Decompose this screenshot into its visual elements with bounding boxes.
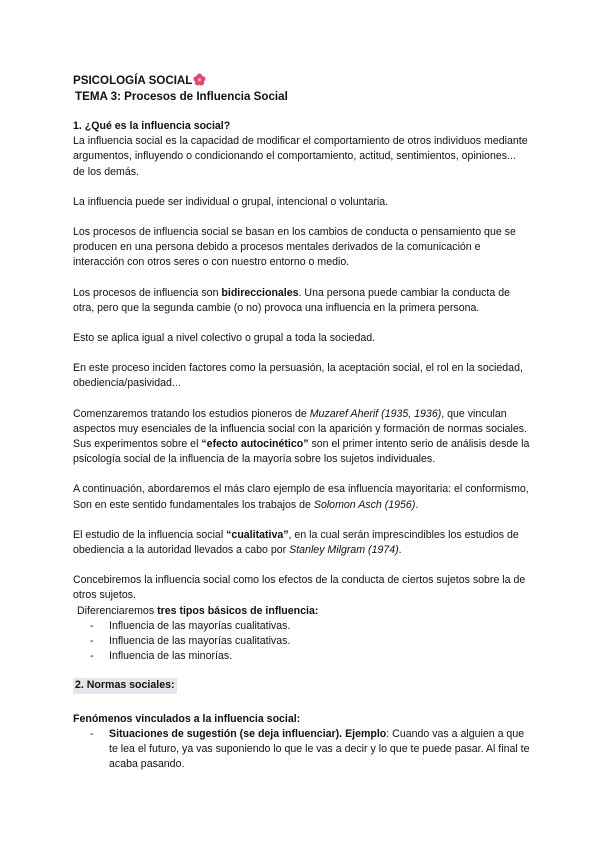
text-run: Comenzaremos tratando los estudios pioneros de xyxy=(73,407,310,420)
paragraph-three-types xyxy=(77,604,530,619)
text-run: , que vinculan aspectos muy esenciales de la influencia social con la aparición y formación de normas sociales. Sus experimentos sobre el xyxy=(73,407,528,451)
list-item: - Influencia de las mayorías cualitativas. xyxy=(73,634,530,649)
influence-types-list xyxy=(73,619,530,665)
paragraph-milgram xyxy=(73,528,530,558)
paragraph-collective: Esto se aplica igual a nivel colectivo o grupal a toda la sociedad. xyxy=(73,332,376,345)
title-text: PSICOLOGÍA SOCIAL xyxy=(73,74,193,87)
bold-run: bidireccionales xyxy=(221,286,299,299)
list-item xyxy=(73,727,530,773)
paragraph-processes: Los procesos de influencia social se basan en los cambios de conducta o pensamiento que se producen en una persona debido a procesos mentales derivados de la comunicación e interacción con otros seres o con nuestro entorno o medio. xyxy=(73,226,516,269)
paragraph-sherif xyxy=(73,407,530,468)
hibiscus-flower-icon xyxy=(193,73,206,86)
paragraph-types: La influencia puede ser individual o grupal, intencional o voluntaria. xyxy=(73,195,389,208)
paragraph-bidirectional xyxy=(73,286,530,316)
italic-run: Muzaref Aherif (1935, 1936) xyxy=(309,407,442,420)
italic-run: Stanley Milgram (1974) xyxy=(289,544,399,557)
text-run: Diferenciaremos xyxy=(77,604,158,617)
paragraph-concept: Concebiremos la influencia social como los efectos de la conducta de ciertos sujetos sobre la de otros sujetos. xyxy=(73,574,526,602)
section-2-heading-wrap xyxy=(73,678,530,693)
italic-run: Solomon Asch (1956) xyxy=(313,498,416,511)
bold-run: Situaciones de sugestión (se deja influenciar). Ejemplo xyxy=(109,727,387,740)
paragraph-factors: En este proceso inciden factores como la persuasión, la aceptación social, el rol en la sociedad, obediencia/pasividad... xyxy=(73,362,523,390)
phenomena-list xyxy=(73,727,530,773)
paragraph-asch xyxy=(73,482,530,512)
document-subtitle: TEMA 3: Procesos de Influencia Social xyxy=(75,90,288,103)
bold-run: “efecto autocinético” xyxy=(201,438,309,451)
list-item: - Influencia de las mayorías cualitativas. xyxy=(73,619,530,634)
text-run: , en la cual serán imprescindibles los estudios de obediencia a la autoridad llevados a cabo por xyxy=(73,528,519,557)
list-item: - Influencia de las minorías. xyxy=(73,649,530,664)
text-run: A continuación, abordaremos el más claro ejemplo de esa influencia mayoritaria: el conformismo, Son en este sentido fundamentales los trabajos de xyxy=(73,483,529,511)
text-run: . Una persona puede cambiar la conducta de otra, pero que la segunda cambie (o no) provoca una influencia en la primera persona. xyxy=(73,286,510,314)
bold-run: tres tipos básicos de influencia: xyxy=(157,604,319,617)
text-run: Los procesos de influencia son xyxy=(73,286,222,299)
section-2-heading: 2. Normas sociales: xyxy=(73,678,177,693)
text-run: : Cuando vas a alguien a que te lea el futuro, ya vas suponiendo lo que le vas a decir y lo que te puede pasar. Al final te acaba pasando. xyxy=(109,727,530,771)
text-run: son el primer intento serio de análisis desde la psicología social de la influencia de la mayoría sobre los sujetos individuales. xyxy=(73,438,530,466)
text-run: . xyxy=(415,498,419,511)
paragraph-definition: La influencia social es la capacidad de modificar el comportamiento de otros individuos mediante argumentos, influyendo o condicionando el comportamiento, actitud, sentimientos, opiniones... de los demás. xyxy=(73,135,528,178)
text-run: . xyxy=(398,544,402,557)
bold-run: “cualitativa” xyxy=(226,528,289,541)
section-2-subheading: Fenómenos vinculados a la influencia social: xyxy=(73,712,301,725)
text-run: El estudio de la influencia social xyxy=(73,528,227,541)
document-title xyxy=(73,73,530,89)
section-1-heading: 1. ¿Qué es la influencia social? xyxy=(73,120,231,132)
